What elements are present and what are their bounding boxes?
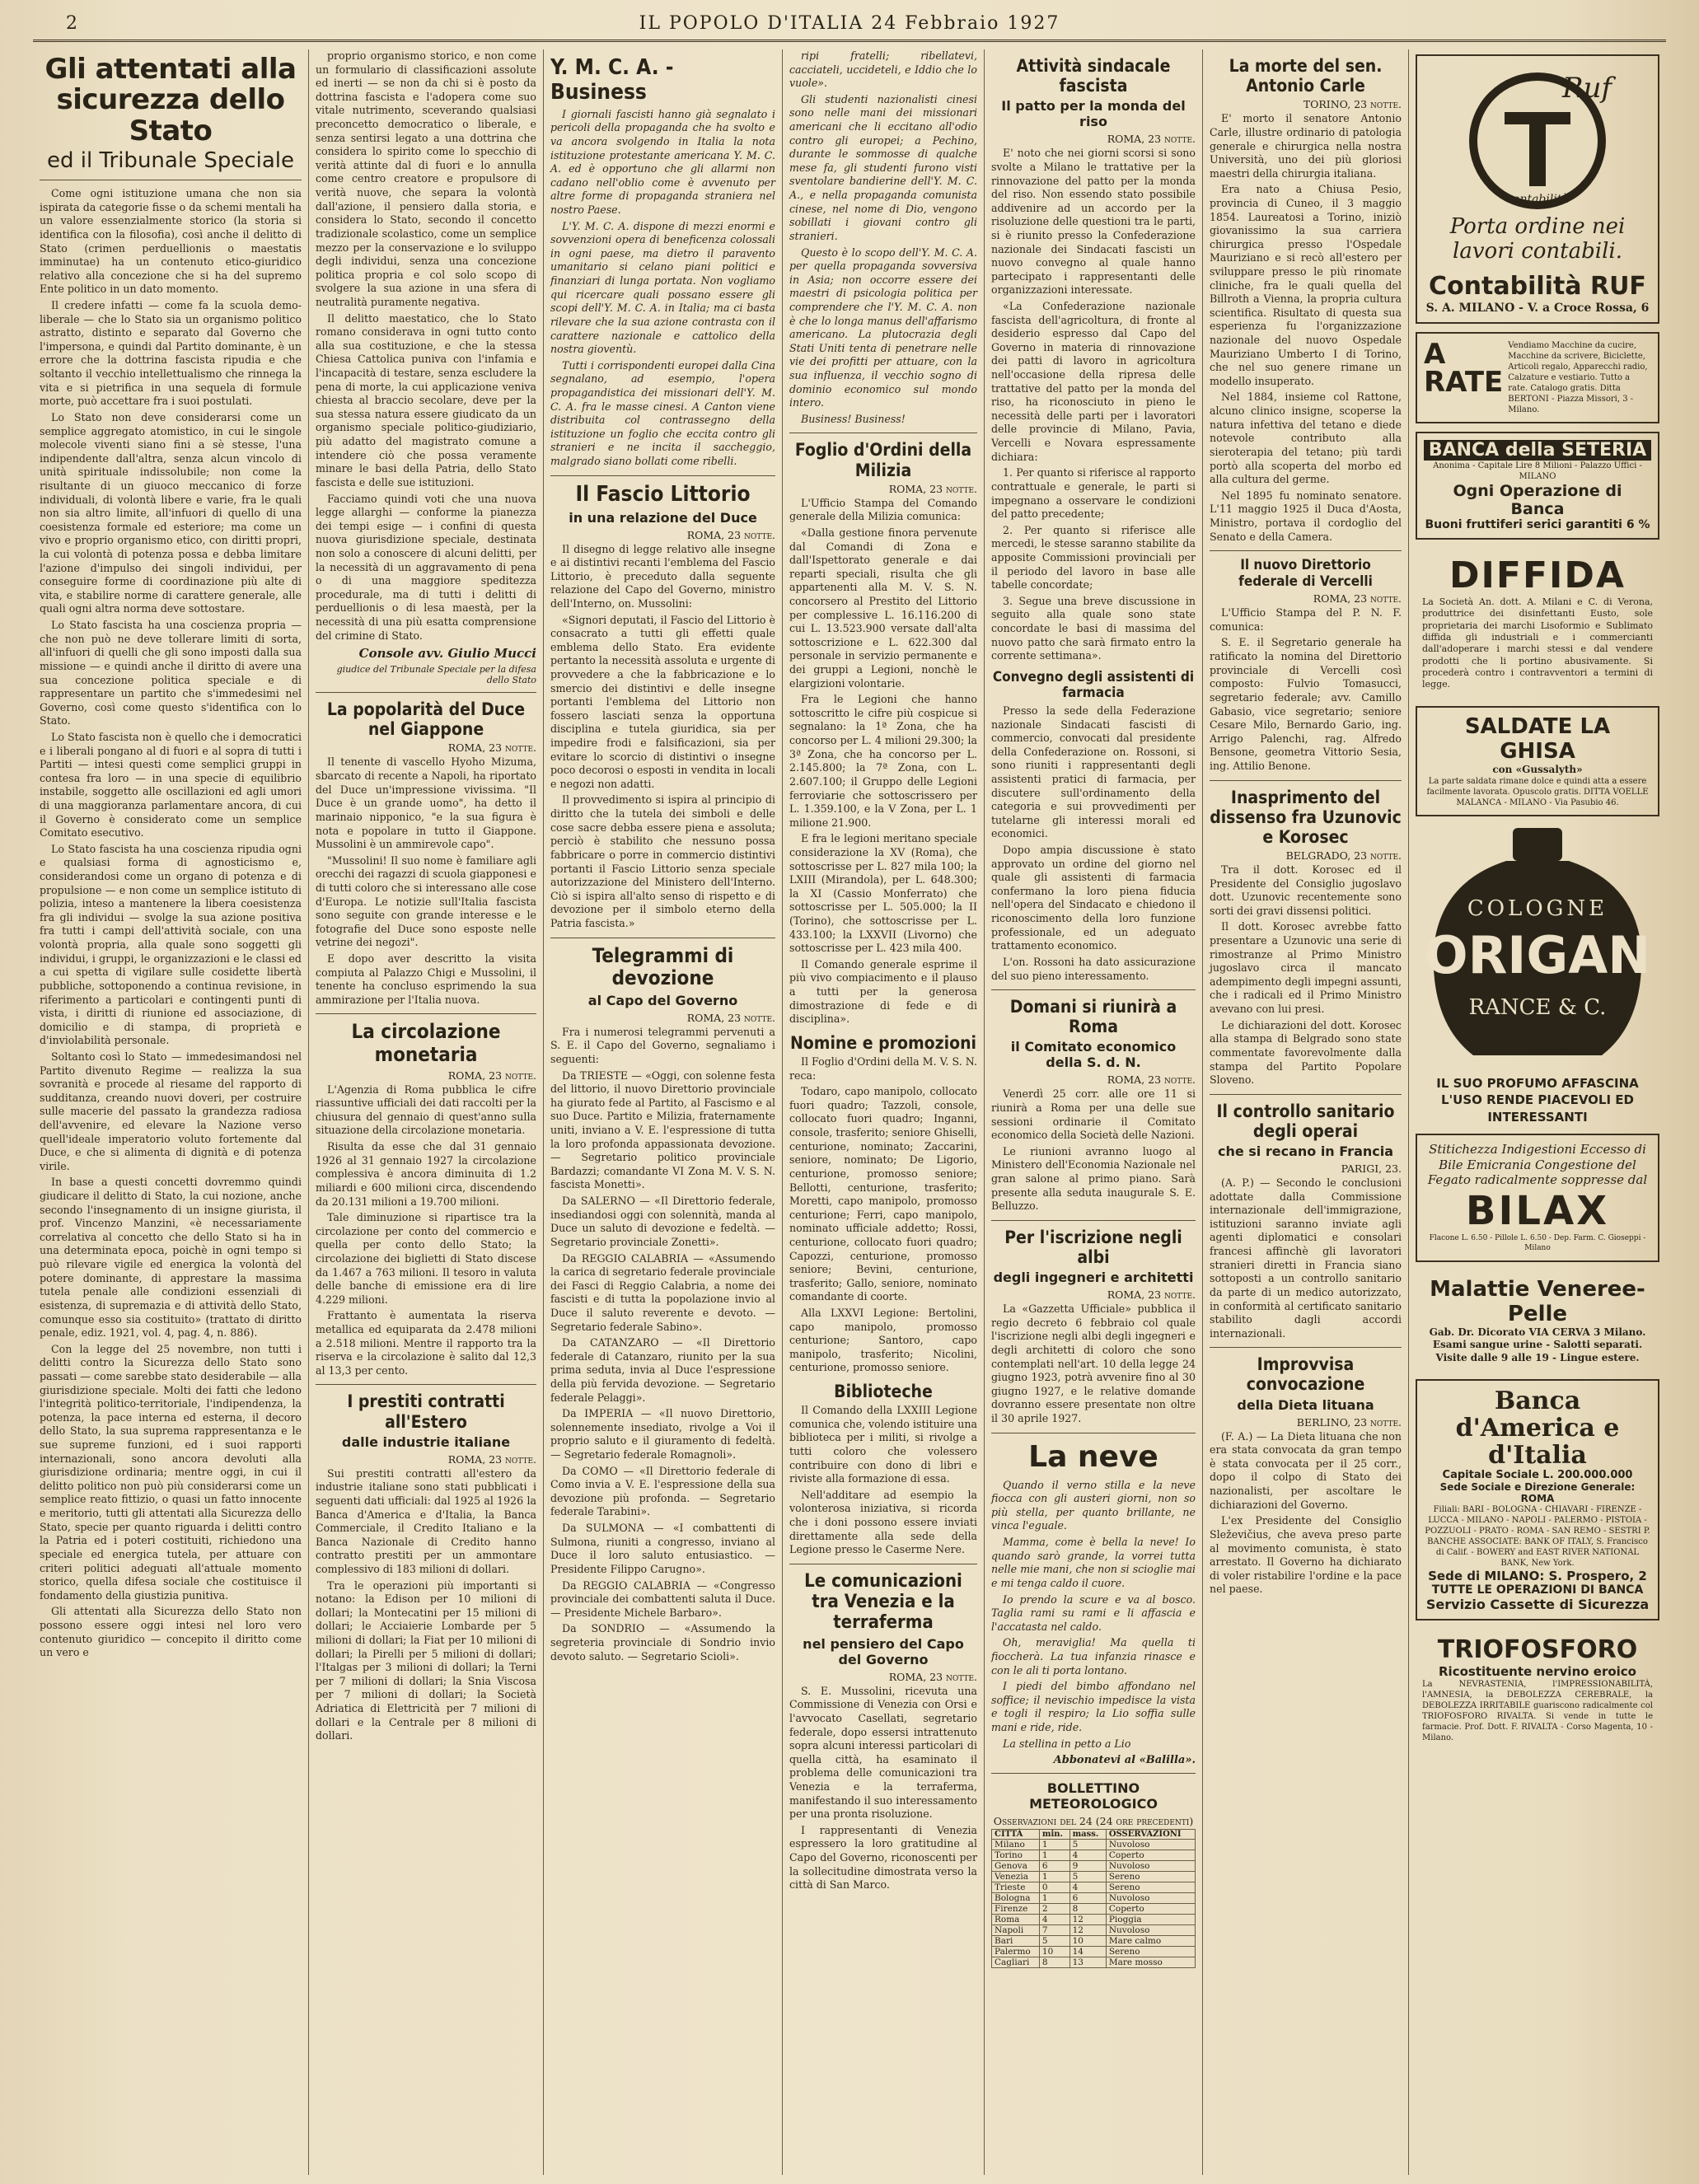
- meteo-cell: Palermo: [992, 1947, 1040, 1957]
- paragraph: Con la legge del 25 novembre, non tutti i delitti contro la Sicurezza dello Stato sono passati — come sarebbe stato desiderabile — alla giurisdizione speciale. Molti dei fatti che ledono l'integrità politico-territoriale, l'indipendenza, la potenza, la pace interna ed esterna, il decoro dello Stato, la sua suprema rappresentanza e le sue supreme funzioni, ed i suoi rapporti internazionali, sono ancora devoluti alla giurisdizione ordinaria; mentre oggi, in cui il delitto politico non può più considerarsi come un semplice reato fittizio, o quasi un fatto innocente e meritorio, tutti gli attentati alla Sicurezza dello Stato, specie per quanto riguarda i delitti contro la Patria ed i poteri costituiti, richiedono una speciale ed energica tutela, per attuare con criteri politici adeguati all'attuale momento storico, quella difesa sociale che costituisce il fondamento della giustizia punitiva.: [40, 1342, 302, 1602]
- table-row: [992, 1882, 1196, 1893]
- meteo-header-cell: min.: [1039, 1830, 1069, 1840]
- divider: [1210, 1094, 1402, 1095]
- column-3: [544, 49, 783, 2175]
- table-row: [992, 1957, 1196, 1968]
- headline-fascio: Il Fascio Littorio: [575, 481, 751, 507]
- meteo-cell: Roma: [992, 1915, 1040, 1925]
- dateline: ROMA, 23 notte.: [888, 1670, 977, 1683]
- paragraph: Il Foglio d'Ordini della M. V. S. N. reca:: [789, 1055, 977, 1082]
- meteo-cell: 1: [1039, 1893, 1069, 1904]
- table-row: [992, 1872, 1196, 1882]
- article-attentati-cont: [316, 49, 536, 643]
- meteo-cell: Nuvoloso: [1106, 1861, 1195, 1872]
- seteria-title: BANCA della SETERIA: [1424, 440, 1651, 461]
- meteo-cell: 4: [1069, 1882, 1106, 1893]
- dateline: PARIGI, 23.: [1341, 1162, 1402, 1176]
- headline-prestiti: I prestiti contratti all'Estero: [347, 1391, 505, 1432]
- meteo-cell: Pioggia: [1106, 1915, 1195, 1925]
- article-giappone-body: [316, 755, 536, 1007]
- banca-milano: Sede di MILANO: S. Prospero, 2: [1428, 1569, 1647, 1584]
- article-lituana-body: [1210, 1430, 1402, 1597]
- paragraph: Tra il dott. Korosec ed il Presidente del Consiglio jugoslavo dott. Uzunovic recentemente sono sorti dei gravi dissensi politici.: [1210, 863, 1402, 917]
- table-row: [992, 1904, 1196, 1915]
- meteo-cell: 5: [1039, 1936, 1069, 1947]
- paragraph: Il tenente di vascello Hyoho Mizuma, sbarcato di recente a Napoli, ha riportato del Duce un'impressione vivissima. "Il Duce è un grande uomo", ha detto il marinaio nipponico, "e la sua figura è nota e popolare in tutto il Giappone. Mussolini è un ammirevole capo".: [316, 755, 536, 851]
- subhead-sindacale: Il patto per la monda del riso: [1001, 98, 1186, 130]
- article-telegrammi-body: [550, 1026, 775, 1663]
- origan-maker: RANCE & C.: [1468, 995, 1607, 1021]
- ad-triofosforo: [1416, 1629, 1659, 1750]
- meteo-table: [991, 1829, 1196, 1968]
- headline-carle: La morte del sen. Antonio Carle: [1229, 56, 1383, 96]
- column-5: [985, 49, 1203, 2175]
- column-6: [1203, 49, 1409, 2175]
- meteo-cell: 9: [1069, 1861, 1106, 1872]
- dateline: ROMA, 23 notte.: [447, 1069, 536, 1082]
- meteo-cell: Nuvoloso: [1106, 1925, 1195, 1936]
- saldate-text: La parte saldata rimane dolce e quindi atta a essere facilmente lavorata. Opuscolo gratis. DITTA VOELLE MALANCA - MILANO - Via Pasubio 46.: [1426, 777, 1649, 808]
- meteo-cell: Bologna: [992, 1893, 1040, 1904]
- meteo-cell: Napoli: [992, 1925, 1040, 1936]
- headline-sanitario: Il controllo sanitario degli operai: [1216, 1101, 1395, 1141]
- diffida-text: La Società An. dott. A. Milani e C. di Verona, produttrice dei disinfettanti Eusto, sole proprietaria dei marchi Lisoformio e Sublimato diffida gli industriali e i commercianti dall'adoperare i marchi stessi e dal vendere prodotti che li portino abusivamente. Si procederà contro i contravventori a termini di legge.: [1422, 596, 1653, 690]
- subhead-albi: degli ingegneri e architetti: [993, 1270, 1194, 1286]
- paragraph: Fra i numerosi telegrammi pervenuti a S. E. il Capo del Governo, segnaliamo i seguenti:: [550, 1025, 775, 1065]
- paragraph: Tra le operazioni più importanti si notano: la Edison per 10 milioni di dollari; la Montecatini per 15 milioni di dollari; le Acciaierie Lombarde per 5 milioni di dollari; la Fiat per 10 milioni di dollari; la Pirelli per 5 milioni di dollari; l'Italgas per 3 milioni di dollari; la Terni per 7 milioni di dollari; la Snia Viscosa per 7 milioni di dollari; la Società Adriatica di Elettricità per 7 milioni di dollari e la Centrale per 8 milioni di dollari.: [316, 1578, 536, 1742]
- paragraph: S. E. Mussolini, ricevuta una Commissione di Venezia con Orsi e l'avvocato Casellati, segretario federale, dopo essersi intrattenuto sopra alcuni interessi particolari di quella città, ha esaminato il problema delle comunicazioni tra Venezia e la terraferma, manifestando il suo interessamento per una pronta risoluzione.: [789, 1684, 977, 1821]
- paragraph: Presso la sede della Federazione nazionale Sindacati fascisti di commercio, convocati dal presidente della Confederazione on. Rossoni, si sono riuniti i rappresentanti degli assistenti pratici di farmacia, per discutere sull'ordinamento della categoria e sui provvedimenti per tutelarne gli interessi morali ed economici.: [991, 704, 1196, 840]
- meteo-cell: Coperto: [1106, 1850, 1195, 1861]
- subhead-comunicazioni: nel pensiero del Capo del Governo: [803, 1635, 964, 1667]
- article-uzunovic-body: [1210, 863, 1402, 1087]
- ruf-address: S. A. MILANO - V. a Croce Rossa, 6: [1425, 302, 1650, 315]
- table-row: [992, 1840, 1196, 1850]
- column-4: [783, 49, 985, 2175]
- paragraph: Da CATANZARO — «Il Direttorio federale di Catanzaro, riunito per la sua prima seduta, invia al Duce l'espressione della più fervida devozione. — Segretario federale Pelaggi».: [550, 1336, 775, 1404]
- ad-diffida: [1416, 548, 1659, 697]
- meteo-cell: 8: [1069, 1904, 1106, 1915]
- article-prestiti-body: [316, 1467, 536, 1743]
- headline-comunicazioni: Le comunicazioni tra Venezia e la terraferma: [804, 1570, 962, 1634]
- paragraph: Sui prestiti contratti all'estero da industrie italiane sono stati pubblicati i seguenti dati ufficiali: dal 1925 al 1926 la Banca d'America e d'Italia, la Banca Commerciale, il Credito Italiano e la Banca Nazionale di Credito hanno contratto prestiti per un ammontare complessivo di 183 milioni di dollari.: [316, 1466, 536, 1575]
- divider: [991, 989, 1196, 990]
- trio-text: La NEVRASTENIA, l'IMPRESSIONABILITÀ, l'AMNESIA, la DEBOLEZZA CEREBRALE, la DEBOLEZZA IRRITABILE guariscono radicalmente col TRIOFOSFORO RIVALTA. Si vende in tutte le farmacie. Prof. Dott. F. RIVALTA - Corso Magenta, 10 - Milano.: [1422, 1680, 1653, 1743]
- article-ymca-cont: [789, 49, 977, 426]
- ad-malattie: [1416, 1270, 1659, 1372]
- table-row: [992, 1925, 1196, 1936]
- paragraph: 3. Segue una breve discussione in seguito alla quale sono state concordate le basi di massima del nuovo patto che sarà firmato entro la corrente settimana».: [991, 594, 1196, 662]
- table-row: [992, 1936, 1196, 1947]
- signature-note: giudice del Tribunale Speciale per la difesa dello Stato: [336, 664, 536, 686]
- paragraph: Il provvedimento si ispira al principio di diritto che la tutela dei simboli e delle cose sacre debba essere piena e assoluta; perciò è stabilito che nessuno possa fabbricare o porre in commercio distintivi portanti il Fascio Littorio senza speciale autorizzazione del Ministero dell'Interno. Ciò si ispira all'alto senso di rispetto e di devozione per il simbolo eterno della Patria fascista.»: [550, 793, 775, 929]
- meteo-cell: Nuvoloso: [1106, 1840, 1195, 1850]
- subhead-prestiti: dalle industrie italiane: [341, 1433, 511, 1450]
- headline-attentati: Gli attentati alla sicurezza dello Stato: [44, 53, 297, 147]
- paragraph: L'Agenzia di Roma pubblica le cifre riassuntive ufficiali dei dati raccolti per la chiusura del gennaio di quest'anno sulla situazione della circolazione monetaria.: [316, 1083, 536, 1137]
- headline-ymca: Y. M. C. A. - Business: [550, 55, 674, 105]
- origan-tagline: IL SUO PROFUMO AFFASCINA L'USO RENDE PIACEVOLI ED INTERESSANTI: [1436, 1076, 1639, 1125]
- table-row: [992, 1850, 1196, 1861]
- rate-text: Vendiamo Macchine da cucire, Macchine da scrivere, Biciclette, Articoli regalo, Apparecchi radio, Calzature e vestiario. Tutto a rate. Catalogo gratis. Ditta BERTONI - Piazza Missori, 3 - Milano.: [1508, 341, 1648, 415]
- paragraph: Da SULMONA — «I combattenti di Sulmona, riuniti a congresso, inviano al Duce il loro saluto entusiastico. — Presidente Filippo Carugno».: [550, 1522, 775, 1575]
- paragraph: Da REGGIO CALABRIA — «Congresso provinciale dei combattenti saluta il Duce. — Presidente Michele Barbaro».: [550, 1578, 775, 1619]
- paragraph: Facciamo quindi voti che una nuova legge allarghi — conforme la pianezza dei tempi esige — i confini di questa nuova giurisdizione speciale, destinata non solo a conoscere di alcuni delitti, per la necessità di un aggravamento di pena o di una maggiore speditezza procedurale, ma di tutti i delitti di perduellionis o di lesa maestà, per la necessità di una più esatta comprensione del crimine di Stato.: [316, 492, 536, 642]
- paragraph: La «Gazzetta Ufficiale» pubblica il regio decreto 6 febbraio col quale l'iscrizione negli albi degli ingegneri e degli architetti di coloro che sono contemplati nell'art. 10 della legge 24 giugno 1923, potrà avvenire fino al 30 giugno 1927, e le relative domande dovranno essere presentate non oltre il 30 aprile 1927.: [991, 1302, 1196, 1425]
- paragraph: Nel 1895 fu nominato senatore. L'11 maggio 1925 il Duca d'Aosta, Ministro, portava il cordoglio del Senato e della Camera.: [1210, 489, 1402, 543]
- table-row: [992, 1915, 1196, 1925]
- paragraph: Da REGGIO CALABRIA — «Assumendo la carica di segretario federale provinciale dei Fasci di Reggio Calabria, a nome dei fascisti e di tutta la popolazione invio al Duce il saluto reverente e devoto. — Segretario federale Sabino».: [550, 1251, 775, 1333]
- meteo-cell: Bari: [992, 1936, 1040, 1947]
- meteo-cell: Nuvoloso: [1106, 1893, 1195, 1904]
- paragraph: I giornali fascisti hanno già segnalato i pericoli della propaganda che ha svolto e va ancora svolgendo in Italia la nota istituzione protestante americana Y. M. C. A. ed è opportuno che gli allarmi non cadano nell'oblio come è avvenuto per altre forme di propaganda straniera nel nostro Paese.: [550, 107, 775, 217]
- meteo-cell: Mare calmo: [1106, 1936, 1195, 1947]
- paragraph: «Dalla gestione finora pervenute dal Comandi di Zona e dall'Ispettorato generale e dai reparti speciali, risulta che gli appartenenti alla M. V. S. N. concorsero al Prestito del Littorio per complessive L. 16.116.200 di cui L. 13.523.900 versate dall'alta sottoscrizione e L. 622.300 dal personale in servizio permanente e dei gruppi a Legioni, nonchè le elargizioni volontarie.: [789, 526, 977, 690]
- paragraph: Lo Stato non deve considerarsi come un semplice aggregato atomistico, in cui le singole molecole viventi siano fini a sè stesse, l'una indipendente dall'altra, senza alcun vincolo di unità spirituale indissolubile; non come la risultante di un giuoco meccanico di forze individuali, di volontà libere e varie, fra le quali non sia altro limite, all'infuori di quello di una coesistenza formale ed esteriore; ma come un vivo e proprio organismo etico, con diritti propri, la cui volontà di potenza possa e debba limitare l'azione d'impulso dei singoli individui, per conseguire forme di coordinazione più alte di vita, e stabilire norme di carattere generale, alle quali ogni altra norma deve sottostare.: [40, 410, 302, 615]
- meteo-cell: 8: [1039, 1957, 1069, 1968]
- bilax-top: Stitichezza Indigestioni Eccesso di Bile Emicrania Congestione del Fegato radicalmente soppresse dal: [1427, 1141, 1648, 1188]
- paragraph: Da TRIESTE — «Oggi, con solenne festa del littorio, il nuovo Direttorio provinciale ha giurato fede al Partito, al Fascismo e al suo Duce. Partito e Milizia, fraternamente uniti, inviano a V. E. l'espressione di tutta la loro profonda appassionata devozione. — Segretario politico provinciale Bardazzi; comandante VI Zona M. V. S. N. fascista Monetti».: [550, 1069, 775, 1191]
- rate-title: A RATE: [1424, 338, 1504, 400]
- headline-lituana: Improvvisa convocazione: [1246, 1354, 1365, 1395]
- paragraph: (A. P.) — Secondo le conclusioni adottate dalla Commissione internazionale dell'immigrazione, istituzioni saranno inviate agli agenti diplomatici e consolari francesi affinchè gli lavoratori stranieri diretti in Francia siano sottoposti a un controllo sanitario da parte di un medico autorizzato, in conformità al certificato sanitario stabilito dagli accordi internazionali.: [1210, 1176, 1402, 1340]
- meteo-cell: 4: [1039, 1915, 1069, 1925]
- meteo-cell: 5: [1069, 1872, 1106, 1882]
- meteo-cell: Genova: [992, 1861, 1040, 1872]
- dateline: ROMA, 23 notte.: [686, 1011, 775, 1024]
- paragraph: Quando il verno stilla e la neve fiocca con gli austeri giorni, non so più stella, per quanto brillante, ne vinca l'eguale.: [991, 1478, 1196, 1532]
- article-vercelli-body: [1210, 606, 1402, 773]
- saldate-sub: con «Gussalyth»: [1492, 763, 1583, 775]
- headline-neve: La neve: [1028, 1439, 1158, 1474]
- subhead-telegrammi: al Capo del Governo: [587, 992, 738, 1008]
- meteo-body: [992, 1840, 1196, 1968]
- column-1: [33, 49, 309, 2175]
- ruf-wordmark: Ruf: [1562, 72, 1612, 105]
- divider: [1210, 1347, 1402, 1348]
- paragraph: E' noto che nei giorni scorsi si sono svolte a Milano le trattative per la rinnovazione del patto per la monda del riso. Non essendo stato possibile addivenire ad un accordo per la risoluzione delle questioni tra le parti, si è riunito presso la Confederazione nazionale dei Sindacati fascisti un nuovo convegno al quale hanno partecipato i rappresentanti delle organizzazioni interessate.: [991, 147, 1196, 297]
- seteria-text2: Buoni fruttiferi serici garantiti 6 %: [1425, 518, 1650, 532]
- paragraph: I piedi del bimbo affondano nel soffice; il nevischio impedisce la vista e togli il respiro; la Lio soffia sulle mani e ride, ride.: [991, 1680, 1196, 1733]
- signature-mucci: Console avv. Giulio Mucci: [358, 646, 536, 662]
- trio-sub: Ricostituente nervino eroico: [1439, 1664, 1636, 1680]
- article-carle-body: [1210, 112, 1402, 544]
- paragraph: Da IMPERIA — «Il nuovo Direttorio, solennemente insediato, rivolge a Voi il proprio saluto e il giuramento di fedeltà. — Segretario federale Romagnoli».: [550, 1407, 775, 1461]
- paragraph: Da COMO — «Il Direttorio federale di Como invia a V. E. l'espressione della sua devozione più profonda. — Segretario federale Tarabini».: [550, 1464, 775, 1518]
- column-2: [309, 49, 544, 2175]
- paragraph: Venerdì 25 corr. alle ore 11 si riunirà a Roma per una delle sue sessioni ordinarie il Comitato economico della Società delle Nazioni.: [991, 1087, 1196, 1142]
- headline-telegrammi: Telegrammi di devozione: [592, 943, 734, 990]
- paragraph: Oh, meraviglia! Ma quella ti fioccherà. La tua infanzia rinasce e con le ali ti porta lontano.: [991, 1636, 1196, 1677]
- origan-brand: COLOGNE: [1467, 896, 1608, 922]
- ruf-sub: contabilità: [1506, 193, 1569, 206]
- paragraph: Mamma, come è bella la neve! Io quando sarò grande, la vorrei tutta nelle mie mani, che non si scioglie mai e mi tenga caldo il cuore.: [991, 1536, 1196, 1589]
- paragraph: Dopo ampia discussione è stato approvato un ordine del giorno nel quale gli assistenti di farmacia confermano la loro piena fiducia nell'opera del Sindacato e chiedono il riconoscimento della loro funzione professionale, ed un adeguato trattamento economico.: [991, 844, 1196, 952]
- meteo-cell: Milano: [992, 1840, 1040, 1850]
- subhead-fascio: in una relazione del Duce: [569, 509, 757, 526]
- meteo-cell: 4: [1069, 1850, 1106, 1861]
- headline-bollettino: BOLLETTINO METEOROLOGICO: [1029, 1780, 1158, 1812]
- meteo-cell: 6: [1069, 1893, 1106, 1904]
- bollettino-sub: Osservazioni del 24 (24 ore precedenti): [993, 1815, 1194, 1828]
- banca-ops: TUTTE LE OPERAZIONI DI BANCA: [1431, 1583, 1644, 1597]
- paragraph: L'on. Rossoni ha dato assicurazione del suo pieno interessamento.: [991, 955, 1196, 982]
- article-ymca-body: [550, 108, 775, 469]
- paragraph: Nell'additare ad esempio la volonterosa iniziativa, si ricorda che i doni possono essere inviati direttamente alla sede della Legione presso le Caserme Nere.: [789, 1488, 977, 1556]
- paragraph: Da SALERNO — «Il Direttorio federale, insediandosi oggi con solennità, manda al Duce un saluto di devozione e fedeltà. — Segretario provinciale Zonetti».: [550, 1195, 775, 1248]
- paragraph: Tale diminuzione si ripartisce tra la circolazione per conto del commercio e quella per conto dello Stato; la circolazione dei biglietti di Stato discese da 1.467 a 763 milioni. Il tesoro in valuta delle banche di emissione era di lire 4.229 milioni.: [316, 1211, 536, 1306]
- divider: [991, 1773, 1196, 1774]
- ad-seteria: [1416, 432, 1659, 540]
- paragraph: I rappresentanti di Venezia espressero la loro gratitudine al Capo del Governo, riconoscenti per la sollecitudine dimostrata verso la città di San Marco.: [789, 1823, 977, 1892]
- dateline: TORINO, 23 notte.: [1303, 98, 1402, 111]
- meteo-cell: Sereno: [1106, 1882, 1195, 1893]
- paragraph: "Mussolini! Il suo nome è familiare agli orecchi dei ragazzi di scuola giapponesi e di tutti coloro che si interessano alle cose d'Europa. Le notizie sull'Italia fascista sono seguite con grande interesse e le fotografie del Duce sono esposte nelle vetrine dei negozi".: [316, 853, 536, 949]
- divider: [550, 475, 775, 476]
- subhead-domani: il Comitato economico della S. d. N.: [1010, 1039, 1177, 1071]
- meteo-cell: Trieste: [992, 1882, 1040, 1893]
- ad-bilax: [1416, 1134, 1659, 1262]
- table-row: [992, 1947, 1196, 1957]
- divider: [1210, 550, 1402, 551]
- headline-vercelli: Il nuovo Direttorio federale di Vercelli: [1238, 557, 1373, 590]
- paragraph: Lo Stato fascista ha una coscienza ripudia ogni e qualsiasi forma di agnosticismo e, considerandosi come un organo di potenza e di propulsione — e non come un semplice istituto di polizia, inteso a mantenere la libera coesistenza fra gli individui — svolge la sua azione positiva fra tutti i campi dell'attività sociale, con una volontà propria, alla quale sono soggetti gli individui, i gruppi, le organizzazioni e le classi ed a cui spetta di vigilare sulle cosidette libertà pubbliche, sottoponendo a continua revisione, in riferimento a particolari e contingenti punti di vista, i diritti di riunione ed associazione, di domicilio e di stampa, di proprietà e d'inviolabilità personale.: [40, 842, 302, 1047]
- divider: [991, 1220, 1196, 1221]
- headline-milizia: Foglio d'Ordini della Milizia: [794, 440, 972, 480]
- ad-origan: [1416, 825, 1659, 1125]
- paragraph: Gli studenti nazionalisti cinesi sono nelle mani dei missionari americani che li eccitano all'odio contro gli europei; a Pechino, durante le sommosse di qualche mese fa, gli studenti furono visti sventolare bandierine dell'Y. M. C. A., e nella propaganda comunista cinese, nel nome di Dio, vengono sobillati i giovani contro gli stranieri.: [789, 92, 977, 242]
- paragraph: Il credere infatti — come fa la scuola demo-liberale — che lo Stato sia un organismo politico astratto, distinto e separato dal Governo che l'impersona, e quindi dal Partito dominante, è un errore che la dottrina fascista ripudia e che soltanto il vecchio intellettualismo che rinnega la vita e si pietrifica in una sequela di formule morte, può accettare fra i suoi postulati.: [40, 299, 302, 408]
- dateline: ROMA, 23 notte.: [1313, 592, 1402, 606]
- paragraph: E' morto il senatore Antonio Carle, illustre ordinario di patologia generale e chirurgica nella nostra Università, uno dei più gloriosi maestri della chirurgia italiana.: [1210, 112, 1402, 180]
- page-number: 2: [66, 13, 79, 34]
- article-neve-body: [991, 1479, 1196, 1751]
- headline-nomine: Nomine e promozioni: [789, 1032, 977, 1053]
- paragraph: Le dichiarazioni del dott. Korosec alla stampa di Belgrado sono state commentate favorevolmente dalla stampa del Partito Popolare Sloveno.: [1210, 1018, 1402, 1087]
- paragraph: Il Comando generale esprime il più vivo compiacimento e il plauso a tutti per la generosa dimostrazione di fede e di disciplina».: [789, 957, 977, 1026]
- column-7-ads: [1409, 49, 1666, 2175]
- ad-banca-america: [1416, 1379, 1659, 1620]
- article-attentati-body: [40, 187, 302, 1660]
- article-sanitario-body: [1210, 1176, 1402, 1340]
- dateline: BERLINO, 23 notte.: [1296, 1415, 1402, 1429]
- meteo-cell: Cagliari: [992, 1957, 1040, 1968]
- paragraph: Tutti i corrispondenti europei dalla Cina segnalano, ad esempio, l'opera propagandistica dei missionari dell'Y. M. C. A. fra le masse cinesi. A Canton viene distribuita col contrassegno della istituzione un foglio che eccita contro gli stranieri e ne incita il saccheggio, malgrado siano bollati come ribelli.: [550, 358, 775, 468]
- paragraph: Io prendo la scure e va al bosco. Taglia rami su rami e li affascia e l'accatasta nel caldo.: [991, 1592, 1196, 1633]
- meteo-cell: 14: [1069, 1947, 1106, 1957]
- paragraph: Il dott. Korosec avrebbe fatto presentare a Uzunovic una serie di rimostranze al Primo Ministro jugoslavo circa il mancato adempimento degli impegni assunti, che i radicali ed il Primo Ministro avevano con lui presi.: [1210, 920, 1402, 1016]
- ad-rate: [1416, 332, 1659, 423]
- meteo-cell: 7: [1039, 1925, 1069, 1936]
- paragraph: Lo Stato fascista non è quello che i democratici e i liberali pongano al di fuori e al sopra di tutti i Partiti — intesi questi come semplici gruppi in contesa fra loro — in una specie di equilibrio instabile, soggetto alle oscillazioni ed agli umori di una maggioranza parlamentare ancora, di cui il Governo è considerato come un semplice Comitato esecutivo.: [40, 730, 302, 839]
- table-row: [992, 1861, 1196, 1872]
- paragraph: La stellina in petto a Lio: [1003, 1737, 1131, 1750]
- headline-biblioteche: Biblioteche: [834, 1382, 933, 1402]
- paragraph: Questo è lo scopo dell'Y. M. C. A. per quella propaganda sovversiva in Asia; non occorre essere dei maestri di psicologia politica per comprendere che l'Y. M. C. A. non è che lo longa manus dell'affarismo americano. La plutocrazia degli Stati Uniti tenta di penetrare nelle vie dei profitti per attuare, con la sua influenza, il vecchio sogno di dominio economico sul mondo intero.: [789, 246, 977, 409]
- meteo-cell: 10: [1039, 1947, 1069, 1957]
- paragraph: Business! Business!: [801, 412, 906, 425]
- article-milizia-body: [789, 497, 977, 1027]
- dateline: ROMA, 23 notte.: [888, 482, 977, 495]
- bilax-foot: Flacone L. 6.50 - Pillole L. 6.50 - Dep. Farm. C. Gioseppi - Milano: [1429, 1234, 1646, 1252]
- meteo-cell: Firenze: [992, 1904, 1040, 1915]
- paragraph: Nel 1884, insieme col Rattone, alcuno clinico insigne, scoperse la natura infettiva del tetano e diede notevole contributo alla sieroterapia del tetano; più tardi portò alla scoperta del morbo ed alla cultura del germe.: [1210, 391, 1402, 486]
- meteo-header-row: [992, 1830, 1196, 1840]
- seteria-text: Ogni Operazione di Banca: [1453, 482, 1622, 519]
- paragraph: Il delitto maestatico, che lo Stato romano considerava in ogni tutto conto alla sua costituzione, e che la stessa Chiesa Cattolica puniva con l'infamia e l'incapacità di testare, senza escludere la pena di morte, la cui applicazione veniva chiesta al braccio secolare, deve per la sua stessa natura essere giudicato da un organismo speciale politico-giudiziario, più adatto del magistrato comune a intendere ciò che possa veramente minare le basi della Patria, dello Stato fascista e delle sue istituzioni.: [316, 311, 536, 489]
- divider: [316, 1384, 536, 1385]
- headline-circolazione: La circolazione monetaria: [351, 1020, 501, 1067]
- ruf-logo-icon: [1455, 63, 1620, 211]
- meteo-header-cell: CITTÀ: [992, 1830, 1040, 1840]
- paragraph: L'Ufficio Stampa del P. N. F. comunica:: [1210, 606, 1402, 633]
- paragraph: L'Ufficio Stampa del Comando generale della Milizia comunica:: [789, 496, 977, 523]
- paragraph: E fra le legioni meritano speciale considerazione la XV (Roma), che sottoscrisse per L. 827 mila 100; la LXIII (Mirandola), per L. 648.300; la XI (Cassio Monferrato) che sottoscrisse per L. 505.000; la II (Torino), che sottoscrisse per L. 433.100; la LXXVII (Livorno) che sottoscrisse per L. 423 mila 400.: [789, 832, 977, 955]
- meteo-header-cell: mass.: [1069, 1830, 1106, 1840]
- banca-assoc: BANCHE ASSOCIATE: BANK OF ITALY, S. Francisco di Calif. - BOWERY and EAST RIVER NATIONAL BANK, New York.: [1427, 1537, 1648, 1569]
- paragraph: «Signori deputati, il Fascio del Littorio è consacrato a tutti gli effetti quale emblema dello Stato. Era evidente pertanto la necessità assoluta e urgente di provvedere a che la fabbricazione e lo smercio dei distintivi e delle insegne portanti l'emblema del Littorio non fossero lasciati senza la opportuna disciplina e tutela giuridica, sia per impedire frodi e falsificazioni, sia per evitare lo scorcio di distintivi o insegne poco decorosi o esposti in vendita in locali e negozi non adatti.: [550, 613, 775, 790]
- meteo-cell: Sereno: [1106, 1947, 1195, 1957]
- article-biblioteche-body: [789, 1404, 977, 1557]
- article-domani-body: [991, 1087, 1196, 1213]
- meteo-cell: Mare mosso: [1106, 1957, 1195, 1968]
- meteo-cell: 10: [1069, 1936, 1106, 1947]
- paragraph: Da SONDRIO — «Assumendo la segreteria provinciale di Sondrio invio devoto saluto. — Segretario Scioli».: [550, 1622, 775, 1663]
- subhead-sanitario: che si recano in Francia: [1217, 1143, 1394, 1160]
- meteo-cell: 5: [1069, 1840, 1106, 1850]
- dateline: ROMA, 23 notte.: [1107, 1073, 1196, 1087]
- seteria-sub: Anonima - Capitale Lire 8 Milioni - Palazzo Uffici - MILANO: [1433, 461, 1642, 482]
- headline-albi: Per l'iscrizione negli albi: [1004, 1227, 1182, 1268]
- dateline: ROMA, 23 notte.: [447, 741, 536, 755]
- paragraph: Todaro, capo manipolo, collocato fuori quadro; Tazzoli, console, collocato fuori quadro; Inganni, console, trasferito; seniore Ghiselli, centurione, nominato; Zaccarini, seniore, nominato; De Ligorio, centurione, promosso seniore; Bellotti, centurione, trasferito; Moretti, capo manipolo, promosso centurione; Ferri, capo manipolo, nominato ufficiale addetto; Rossi, centurione, collocato fuori quadro; Capozzi, centurione, promosso seniore; Bevini, centurione, trasferito; Gallo, seniore, nominato comandante di coorte.: [789, 1085, 977, 1303]
- paragraph: Le riunioni avranno luogo al Ministero dell'Economia Nazionale nel gran salone al primo piano. Sarà presente alla seduta inaugurale S. E. Belluzzo.: [991, 1144, 1196, 1213]
- meteo-cell: 12: [1069, 1925, 1106, 1936]
- diffida-title: DIFFIDA: [1449, 554, 1626, 597]
- masthead: [33, 12, 1666, 42]
- banca-cassette: Servizio Cassette di Sicurezza: [1425, 1597, 1650, 1613]
- paragraph: L'Y. M. C. A. dispone di mezzi enormi e sovvenzioni opera di beneficenza colossali in ogni paese, ma dietro il paravento umanitario si celano piani politici e finanziari di lunga portata. Non vogliamo qui ricercare quali possano essere gli scopi dell'Y. M. C. A. in Italia; ma ci basta rilevare che la sua azione contrasta con il carattere nazionale e cattolico della nostra gioventù.: [550, 219, 775, 356]
- banca-sede: Sede Sociale e Direzione Generale: ROMA: [1439, 1481, 1636, 1505]
- masthead-title: IL POPOLO D'ITALIA 24 Febbraio 1927: [639, 13, 1060, 34]
- meteo-cell: Torino: [992, 1850, 1040, 1861]
- banca-title: Banca d'America e d'Italia: [1455, 1387, 1620, 1471]
- headline-domani: Domani si riunirà a Roma: [1009, 997, 1177, 1037]
- paragraph: Il Comando della LXXIII Legione comunica che, volendo istituire una biblioteca per i militi, si rivolge a tutti coloro che volessero contribuire con dono di libri e riviste alla formazione di essa.: [789, 1404, 977, 1485]
- paragraph: L'ex Presidente del Consiglio Sleževičius, che aveva preso parte al movimento comunista, è stato arrestato. Il Governo ha dichiarato di voler ristabilire l'ordine e la pace nel paese.: [1210, 1514, 1402, 1596]
- headline-farmacia: Convegno degli assistenti di farmacia: [992, 668, 1195, 702]
- paragraph: Come ogni istituzione umana che non sia ispirata da categorie fisse o da schemi mentali ha un valore essenzialmente storico (la storia si identifica con la filosofia), così anche il delitto di Stato (crimen perduellionis o maestatis imminutae) ha un contenuto etico-giuridico relativo alla concezione che si ha del supremo Ente politico in un dato momento.: [40, 187, 302, 296]
- headline-giappone: La popolarità del Duce nel Giappone: [326, 699, 526, 740]
- article-circolazione-body: [316, 1083, 536, 1378]
- paragraph: Lo Stato fascista ha una coscienza propria — che non può ne deve tollerare limiti di sorta, all'infuori di quelli che gli sono imposti dalla sua missione — e quindi anche il diritto di avere una sua concezione politica speciale e di rappresentare un partito che s'immedesimi nel Governo, così come questo s'identifica con lo Stato.: [40, 619, 302, 727]
- meteo-cell: 1: [1039, 1872, 1069, 1882]
- paragraph: 1. Per quanto si riferisce al rapporto contrattuale e generale, le parti si impegnano a osservare le condizioni del patto precedente;: [991, 466, 1196, 521]
- paragraph: 2. Per quanto si riferisce alle mercedi, le stesse saranno stabilite da apposite Commissioni provinciali per il periodo del lavoro in base alle tabelle concordate;: [991, 523, 1196, 592]
- paragraph: E dopo aver descritto la visita compiuta al Palazzo Chigi e Mussolini, il tenente ha concluso esprimendo la sua ammirazione per l'Italia nuova.: [316, 952, 536, 1006]
- meteo-header-cell: OSSERVAZIONI: [1106, 1830, 1195, 1840]
- dateline: BELGRADO, 23 notte.: [1285, 849, 1402, 862]
- dateline: ROMA, 23 notte.: [686, 528, 775, 541]
- paragraph: Soltanto così lo Stato — immedesimandosi nel Partito divenuto Regime — realizza la sua sovranità e procede al riesame del rapporto di sudditanza, creando nuovi doveri, per costruire sulle macerie del passato la grandezza radiosa dell'avvenire, ed elevare la Nazione verso quell'ideale imperatorio voluto fortemente dal Duce, e che si alimenta di dignità e di potenza virile.: [40, 1050, 302, 1172]
- paragraph: In base a questi concetti dovremmo quindi giudicare il delitto di Stato, la cui nozione, anche secondo l'insegnamento di un insigne giurista, il prof. Vincenzo Manzini, «è necessariamente correlativa al concetto che dello Stato si ha in una determinata epoca, poichè in ogni tempo si può rilevare vigile ed energica la volontà del potere dominante, di apprestare la massima tutela penale alle condizioni essenziali di esistenza, di supremazia e di attività dello Stato, comunque esso sia costituito» (trattato di diritto penale, ediz. 1921, vol. 4, pag. 4, n. 886).: [40, 1176, 302, 1340]
- ruf-tagline: Porta ordine nei lavori contabili.: [1449, 214, 1626, 264]
- paragraph: S. E. il Segretario generale ha ratificato la nomina del Direttorio provinciale di Vercelli così composto: Fulvio Tomasucci, segretario federale; avv. Camillo Gabasio, vice segretario; seniore Cesare Milo, Bernardo Gario, ing. Arrigo Palenchi, rag. Alfredo Bensone, geometra Vittorio Sesia, ing. Attilio Benone.: [1210, 636, 1402, 772]
- table-row: [992, 1893, 1196, 1904]
- meteo-cell: 0: [1039, 1882, 1069, 1893]
- trio-title: TRIOFOSFORO: [1437, 1635, 1638, 1665]
- paragraph: «La Confederazione nazionale fascista dell'agricoltura, di fronte al desiderio espresso dal Capo del Governo in materia di rinnovazione dei patti di lavoro in agricoltura nell'occasione della ripresa delle trattative del patto per la monda del riso, ha riconosciuto in pieno le necessità delle parti per i lavoratori delle provincie di Milano, Pavia, Vercelli e Novara espressamente dichiara:: [991, 299, 1196, 463]
- dateline: ROMA, 23 notte.: [1107, 133, 1196, 146]
- article-fascio-body: [550, 543, 775, 931]
- paragraph: Alla LXXVI Legione: Bertolini, capo manipolo, promosso centurione; Santoro, capo manipolo, trasferito; Nicolini, centurione, promosso seniore.: [789, 1307, 977, 1374]
- meteo-cell: Coperto: [1106, 1904, 1195, 1915]
- bilax-name: BILAX: [1465, 1188, 1610, 1235]
- origan-bottle-icon: [1416, 825, 1659, 1072]
- meteo-cell: 1: [1039, 1840, 1069, 1850]
- subhead-tribunale: ed il Tribunale Speciale: [46, 148, 294, 174]
- malattie-title: Malattie Veneree-Pelle: [1430, 1276, 1645, 1326]
- divider: [1210, 780, 1402, 781]
- meteo-cell: 2: [1039, 1904, 1069, 1915]
- paragraph: Gli attentati alla Sicurezza dello Stato non possono essere oggi intesi nel loro vero contenuto giuridico — concepito il diritto come un vero e: [40, 1605, 302, 1659]
- article-nomine-body: [789, 1055, 977, 1375]
- meteo-cell: Sereno: [1106, 1872, 1195, 1882]
- article-farmacia-body: [991, 704, 1196, 983]
- paragraph: (F. A.) — La Dieta lituana che non era stata convocata da gran tempo è stata convocata per il 25 corr., dopo il colpo di Stato dei nazionalisti, per ascoltare le dichiarazioni del Governo.: [1210, 1429, 1402, 1511]
- headline-uzunovic: Inasprimento del dissenso fra Uzunovic e Korosec: [1210, 787, 1402, 847]
- saldate-title: SALDATE LA GHISA: [1464, 713, 1611, 764]
- banca-cap: Capitale Sociale L. 200.000.000: [1442, 1469, 1633, 1482]
- meteo-cell: 12: [1069, 1915, 1106, 1925]
- ruf-brand: Contabilità RUF: [1429, 272, 1646, 301]
- headline-sindacale: Attività sindacale fascista: [1016, 56, 1171, 96]
- paragraph: Fra le Legioni che hanno sottoscritto le cifre più cospicue si segnalano: la 1ª Zona, che ha concorso per L. 4 milioni 29.300; la 3ª Zona, che ha concorso per L. 2.145.800; la 7ª Zona, con L. 2.607.100; il Gruppo delle Legioni ferroviarie che sottoscrissero per L. 1.359.100, e la V Zona, per L. 1 milione 21.900.: [789, 693, 977, 829]
- paragraph: Frattanto è aumentata la riserva metallica ed equiparata da 2.478 milioni a 2.518 milioni. Mentre il rapporto tra la riserva e la circolazione è salito dal 12,3 al 13,3 per cento.: [316, 1309, 536, 1377]
- paragraph: ripi fratelli; ribellatevi, cacciateli, uccideteli, e Iddio che lo vuole».: [789, 49, 977, 90]
- dateline: ROMA, 23 notte.: [447, 1452, 536, 1466]
- subhead-lituana: della Dieta lituana: [1237, 1396, 1374, 1413]
- dateline: ROMA, 23 notte.: [1107, 1288, 1196, 1302]
- paragraph: proprio organismo storico, e non come un formulario di classificazioni assolute ed inerti — se non da chi si è posto da dottrina fascista e l'adopera come suo vitale nutrimento, sceverando qualsiasi preconcetto democratico o liberale, e senza sentirsi legato a una dottrina che considera lo spirito come lo specchio di verità attinte dal di fuori e lo annulla come centro creatore e propulsore di verità nuove, che separa la volontà dall'azione, il pensiero dalla storia, e considera lo Stato, secondo il concetto tradizionale scolastico, come un semplice mezzo per la conservazione e lo sviluppo degli individui, senza una concezione politica propria e col solo scopo di svolgere la sua azione in una sfera di neutralità puramente negativa.: [316, 49, 536, 308]
- origan-name: ORIGAN: [1424, 925, 1651, 986]
- article-albi-body: [991, 1302, 1196, 1425]
- meteo-cell: 13: [1069, 1957, 1106, 1968]
- divider: [316, 1013, 536, 1014]
- malattie-text: Gab. Dr. Dicorato VIA CERVA 3 Milano. Esami sangue urine - Salotti separati. Visite dalle 9 alle 19 - Lingue estere.: [1429, 1326, 1646, 1363]
- paragraph: Risulta da esse che dal 31 gennaio 1926 al 31 gennaio 1927 la circolazione complessiva è ancora diminuita di 1.2 miliardi e 600 milioni circa, discendendo da 20.131 milioni a 19.700 milioni.: [316, 1140, 536, 1208]
- paragraph: Il disegno di legge relativo alle insegne e ai distintivi recanti l'emblema del Fascio Littorio, è preceduto dalla seguente relazione del Capo del Governo, ministro dell'Interno, on. Mussolini:: [550, 542, 775, 610]
- ad-ruf: [1416, 54, 1659, 324]
- article-comunicazioni-body: [789, 1685, 977, 1892]
- ad-saldate: [1416, 706, 1659, 817]
- neve-signature: Abbonatevi al «Balilla».: [1053, 1754, 1196, 1767]
- article-sindacale-body: [991, 147, 1196, 663]
- meteo-cell: Venezia: [992, 1872, 1040, 1882]
- divider: [316, 692, 536, 693]
- banca-filiali: Filiali: BARI - BOLOGNA - CHIAVARI - FIRENZE - LUCCA - MILANO - NAPOLI - PALERMO - PISTOIA - POZZUOLI - PRATO - ROMA - SAN REMO - SESTRI P.: [1425, 1505, 1650, 1536]
- meteo-cell: 1: [1039, 1850, 1069, 1861]
- paragraph: Era nato a Chiusa Pesio, provincia di Cuneo, il 3 maggio 1854. Laureatosi a Torino, iniziò giovanissimo la sua carriera chirurgica presso l'Ospedale Mauriziano e si recò all'estero per sviluppare presso le più rinomate cliniche, fra le quali quella del Billroth a Vienna, la propria cultura scientifica. Risultato di questa sua esperienza fu l'organizzazione nazionale del nuovo Ospedale Mauriziano Umberto I di Torino, che nel suo genere rimane un modello insuperato.: [1210, 183, 1402, 387]
- meteo-cell: 6: [1039, 1861, 1069, 1872]
